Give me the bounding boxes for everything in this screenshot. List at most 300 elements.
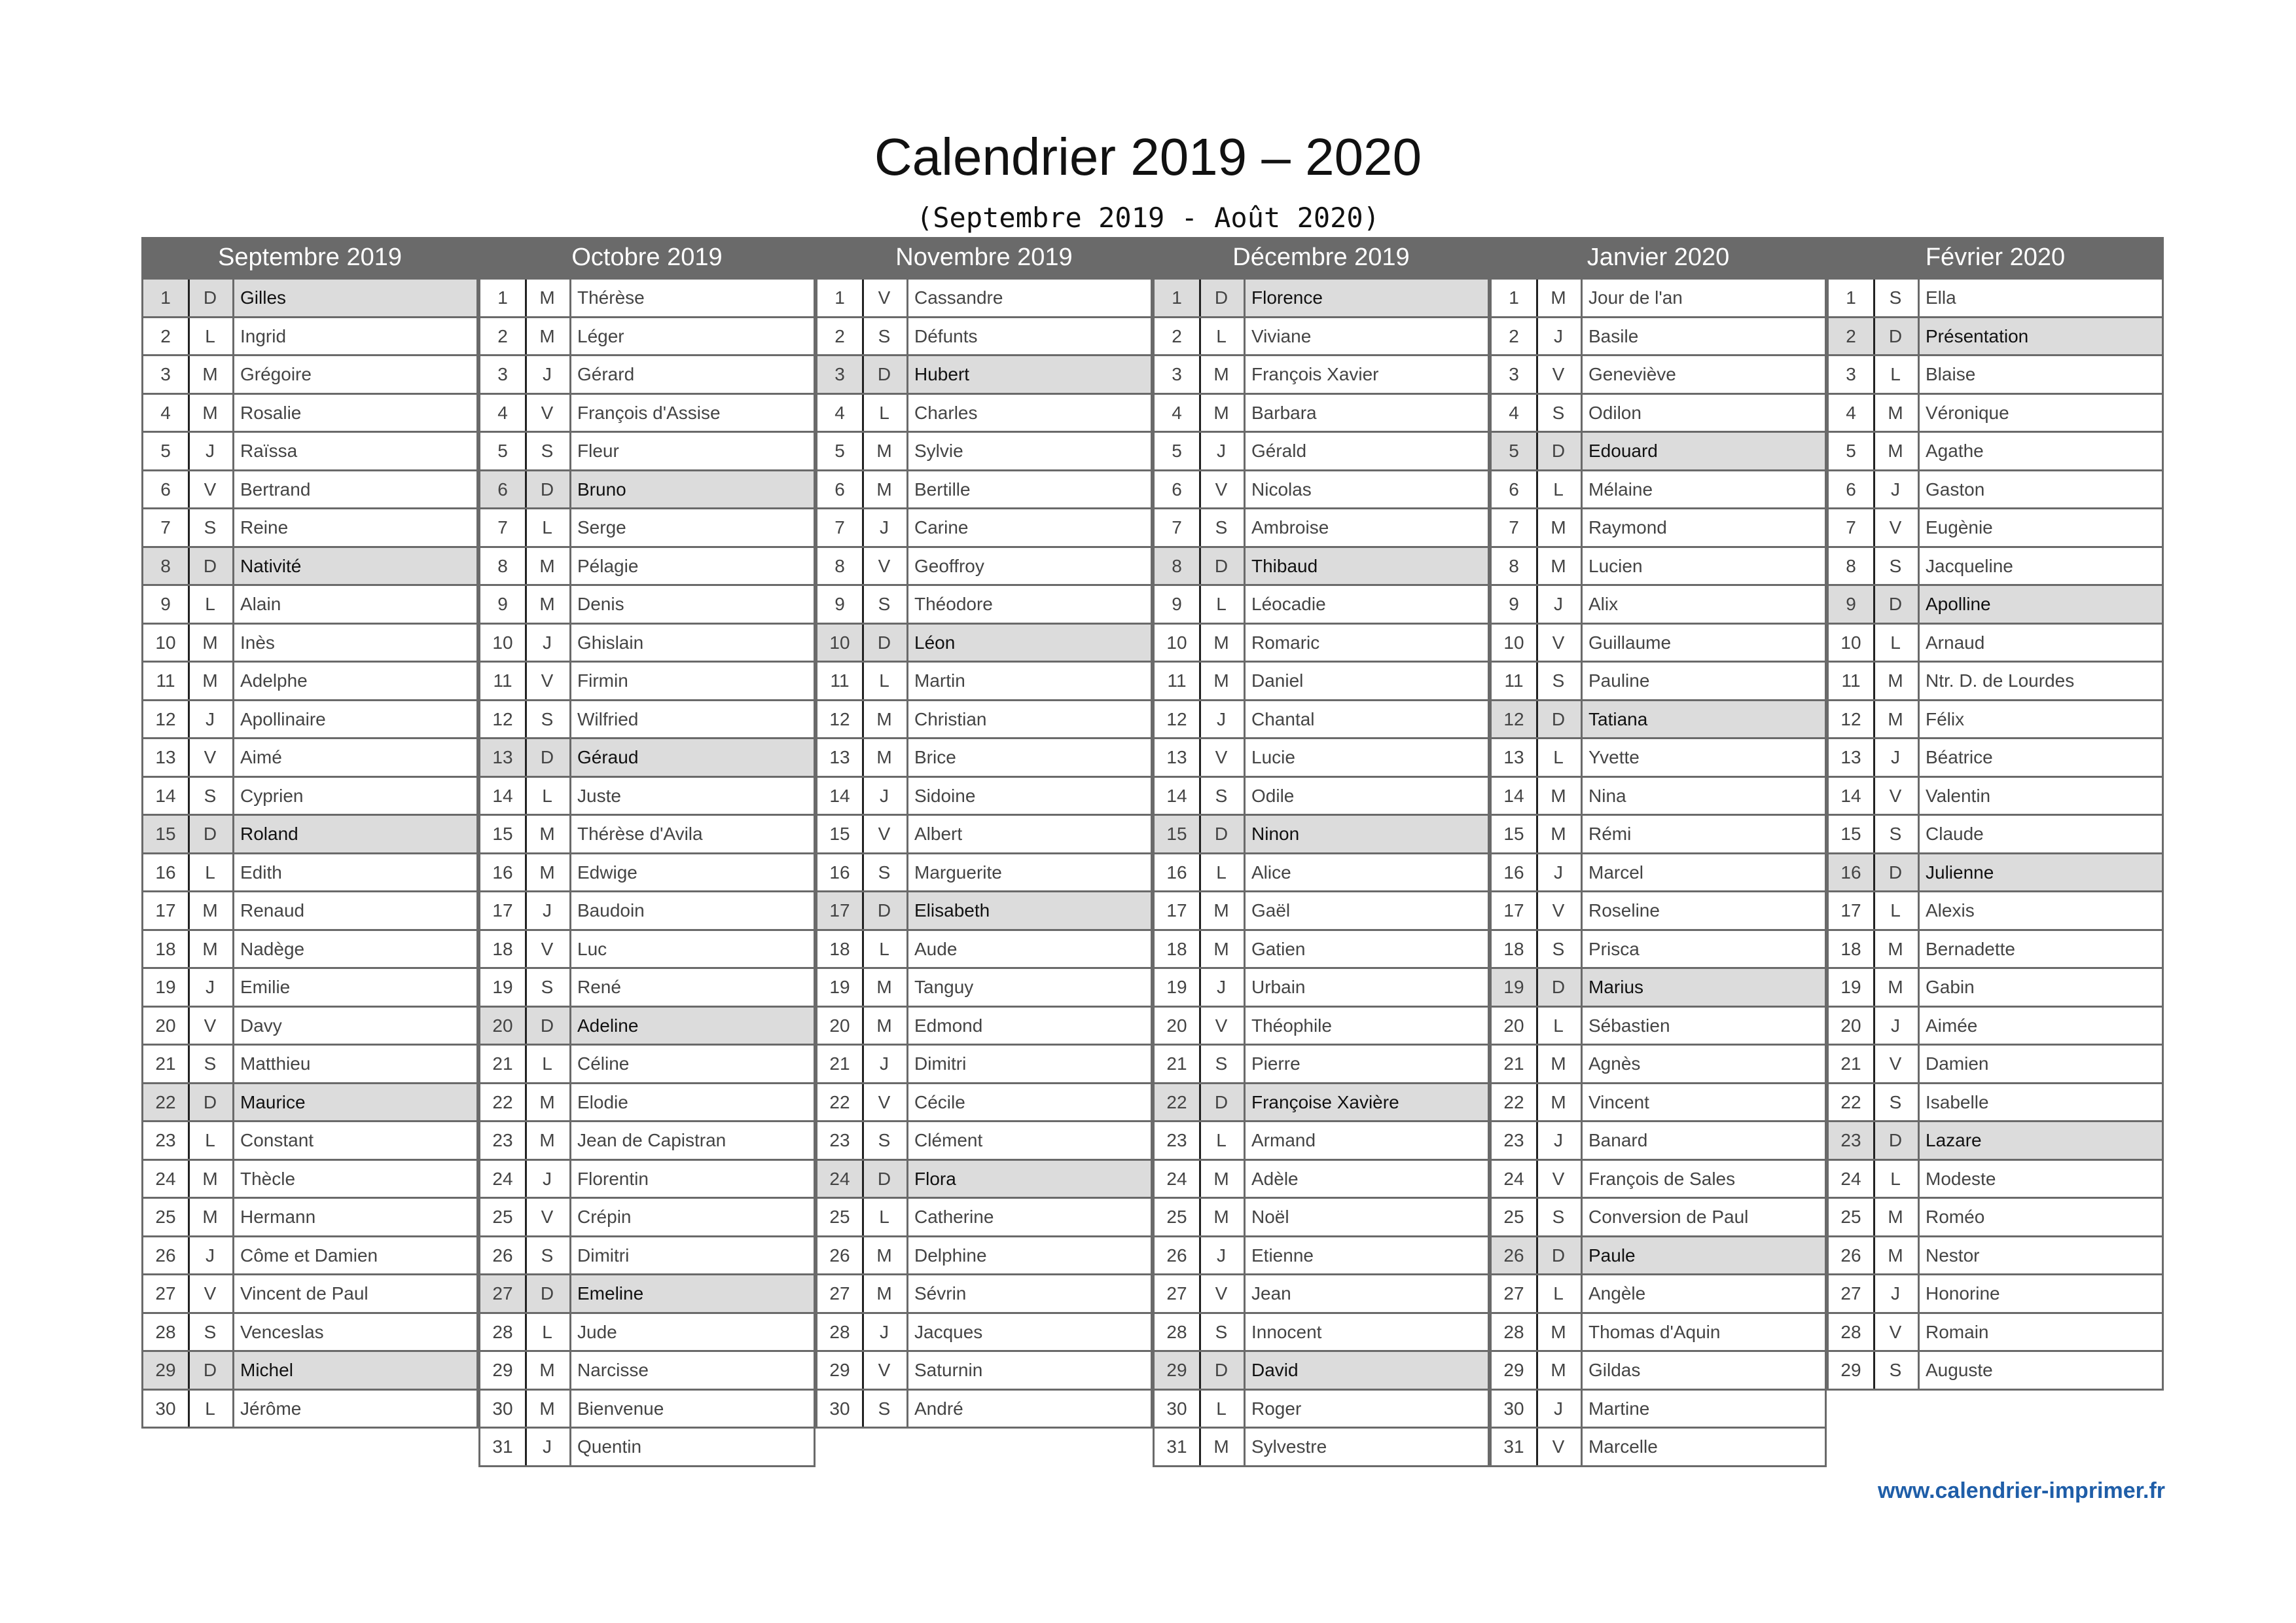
day-row	[1490, 623, 1827, 663]
weekday-letter: J	[525, 1429, 571, 1465]
weekday-letter: D	[1873, 854, 1920, 891]
weekday-letter: M	[1536, 778, 1583, 814]
saint-name: Marcelle	[1588, 1436, 1658, 1457]
day-number: 16	[143, 854, 190, 891]
day-number: 21	[1155, 1046, 1201, 1082]
weekday-letter: V	[525, 663, 571, 699]
day-number: 20	[817, 1008, 864, 1044]
day-number: 24	[1829, 1161, 1875, 1197]
day-row	[141, 967, 478, 1008]
weekday-letter: M	[862, 969, 908, 1006]
day-row	[141, 623, 478, 663]
weekday-letter: M	[1199, 1161, 1246, 1197]
day-row	[478, 1273, 816, 1314]
saint-name: Crépin	[577, 1207, 632, 1227]
day-row	[141, 1082, 478, 1123]
day-row	[478, 393, 816, 433]
saint-name: Alice	[1251, 862, 1291, 883]
weekday-letter: M	[862, 701, 908, 738]
weekday-letter: L	[1199, 1122, 1246, 1159]
saint-name: Hermann	[240, 1207, 316, 1227]
weekday-letter: D	[1536, 1237, 1583, 1274]
saint-name: Delphine	[914, 1245, 987, 1266]
day-row	[1827, 1044, 2164, 1084]
day-number: 18	[480, 931, 527, 968]
weekday-letter: J	[1199, 1237, 1246, 1274]
saint-name: Inès	[240, 632, 275, 653]
day-number: 20	[143, 1008, 190, 1044]
day-row	[1827, 1082, 2164, 1123]
day-number: 9	[1155, 586, 1201, 623]
saint-name: Bienvenue	[577, 1398, 664, 1419]
saint-name: Noël	[1251, 1207, 1289, 1227]
weekday-letter: J	[525, 892, 571, 929]
day-row	[816, 316, 1153, 357]
weekday-letter: V	[862, 816, 908, 852]
day-row	[1153, 1389, 1490, 1429]
saint-name: Dimitri	[577, 1245, 630, 1266]
day-number: 29	[143, 1352, 190, 1389]
weekday-letter: M	[188, 625, 234, 661]
weekday-letter: M	[1873, 395, 1920, 431]
saint-name: Martin	[914, 670, 965, 691]
day-number: 5	[480, 433, 527, 469]
saint-name: Florentin	[577, 1168, 649, 1189]
weekday-letter: M	[1873, 931, 1920, 968]
day-number: 30	[817, 1391, 864, 1427]
weekday-letter: J	[1199, 969, 1246, 1006]
day-row	[1153, 584, 1490, 625]
saint-name: Marcel	[1588, 862, 1644, 883]
day-row	[1827, 776, 2164, 816]
saint-name: Aimée	[1926, 1015, 1978, 1036]
day-number: 2	[1155, 318, 1201, 355]
weekday-letter: L	[188, 586, 234, 623]
day-row	[1153, 1197, 1490, 1237]
day-row	[141, 1350, 478, 1391]
weekday-letter: S	[1873, 1084, 1920, 1121]
saint-name: Adeline	[577, 1015, 639, 1036]
day-row	[1153, 1427, 1490, 1467]
day-row	[1153, 1120, 1490, 1161]
day-number: 7	[817, 509, 864, 546]
day-number: 7	[1492, 509, 1538, 546]
saint-name: Pélagie	[577, 555, 639, 576]
saint-name: Elodie	[577, 1091, 628, 1112]
day-row	[478, 1159, 816, 1199]
saint-name: Catherine	[914, 1207, 994, 1227]
weekday-letter: D	[1536, 969, 1583, 1006]
saint-name: Blaise	[1926, 364, 1976, 384]
day-number: 29	[817, 1352, 864, 1389]
saint-name: Firmin	[577, 670, 628, 691]
day-row	[478, 1235, 816, 1276]
day-row	[1827, 1159, 2164, 1199]
day-row	[141, 1235, 478, 1276]
saint-name: Lucien	[1588, 555, 1643, 576]
weekday-letter: M	[525, 854, 571, 891]
day-row	[816, 852, 1153, 893]
day-number: 25	[1829, 1199, 1875, 1235]
saint-name: Roland	[240, 824, 298, 844]
day-row	[1490, 546, 1827, 587]
weekday-letter: D	[862, 892, 908, 929]
saint-name: Hubert	[914, 364, 970, 384]
saint-name: Aimé	[240, 747, 282, 767]
day-number: 10	[1829, 625, 1875, 661]
day-number: 28	[143, 1314, 190, 1351]
day-number: 18	[1155, 931, 1201, 968]
day-number: 1	[143, 280, 190, 316]
day-number: 28	[480, 1314, 527, 1351]
weekday-letter: M	[525, 816, 571, 852]
day-number: 15	[480, 816, 527, 852]
day-row	[478, 431, 816, 471]
weekday-letter: D	[1873, 1122, 1920, 1159]
day-row	[478, 1120, 816, 1161]
saint-name: Cyprien	[240, 785, 304, 806]
day-number: 20	[1492, 1008, 1538, 1044]
weekday-letter: V	[1536, 625, 1583, 661]
weekday-letter: L	[1199, 318, 1246, 355]
day-number: 3	[1492, 356, 1538, 393]
saint-name: Alain	[240, 594, 281, 614]
month-column	[1490, 237, 1827, 1457]
day-row	[1827, 1197, 2164, 1237]
day-row	[1827, 814, 2164, 854]
day-number: 15	[143, 816, 190, 852]
saint-name: Romaric	[1251, 632, 1320, 653]
saint-name: Edmond	[914, 1015, 983, 1036]
day-row	[1490, 661, 1827, 701]
day-row	[1827, 507, 2164, 548]
day-number: 1	[817, 280, 864, 316]
day-row	[478, 507, 816, 548]
day-row	[478, 316, 816, 357]
day-row	[478, 546, 816, 587]
day-number: 2	[817, 318, 864, 355]
day-row	[1827, 1006, 2164, 1046]
weekday-letter: L	[188, 854, 234, 891]
day-row	[1490, 852, 1827, 893]
day-number: 21	[1492, 1046, 1538, 1082]
day-number: 8	[817, 548, 864, 585]
day-number: 23	[1829, 1122, 1875, 1159]
weekday-letter: M	[1536, 1084, 1583, 1121]
day-row	[816, 507, 1153, 548]
day-number: 10	[817, 625, 864, 661]
weekday-letter: L	[862, 395, 908, 431]
day-row	[816, 1312, 1153, 1353]
day-row	[816, 354, 1153, 395]
weekday-letter: D	[1536, 433, 1583, 469]
day-number: 30	[1492, 1391, 1538, 1427]
day-number: 5	[1492, 433, 1538, 469]
saint-name: Sylvie	[914, 441, 963, 461]
weekday-letter: V	[525, 1199, 571, 1235]
saint-name: René	[577, 977, 621, 997]
weekday-letter: M	[1536, 1352, 1583, 1389]
saint-name: Armand	[1251, 1130, 1316, 1150]
day-row	[816, 623, 1153, 663]
day-row	[141, 776, 478, 816]
weekday-letter: L	[1536, 471, 1583, 508]
day-number: 26	[480, 1237, 527, 1274]
weekday-letter: D	[1873, 318, 1920, 355]
weekday-letter: L	[188, 1391, 234, 1427]
day-number: 6	[480, 471, 527, 508]
day-row	[478, 354, 816, 395]
saint-name: Thomas d'Aquin	[1588, 1321, 1721, 1342]
day-number: 27	[1829, 1275, 1875, 1312]
saint-name: Carine	[914, 517, 969, 538]
month-column	[141, 237, 478, 1419]
saint-name: Florence	[1251, 287, 1323, 308]
day-row	[1827, 1273, 2164, 1314]
day-number: 4	[1155, 395, 1201, 431]
weekday-letter: M	[1873, 1237, 1920, 1274]
day-number: 7	[1829, 509, 1875, 546]
day-number: 10	[1155, 625, 1201, 661]
day-row	[478, 1044, 816, 1084]
day-number: 12	[1155, 701, 1201, 738]
day-row	[1827, 967, 2164, 1008]
day-row	[141, 1312, 478, 1353]
saint-name: Alexis	[1926, 900, 1975, 921]
day-number: 11	[1829, 663, 1875, 699]
weekday-letter: D	[862, 1161, 908, 1197]
saint-name: Daniel	[1251, 670, 1304, 691]
day-number: 14	[1492, 778, 1538, 814]
weekday-letter: J	[1873, 1008, 1920, 1044]
weekday-letter: S	[188, 778, 234, 814]
day-row	[1827, 278, 2164, 318]
weekday-letter: S	[1873, 1352, 1920, 1389]
weekday-letter: L	[1873, 1161, 1920, 1197]
weekday-letter: V	[188, 1008, 234, 1044]
weekday-letter: J	[862, 778, 908, 814]
weekday-letter: M	[1536, 816, 1583, 852]
day-number: 11	[143, 663, 190, 699]
weekday-letter: S	[862, 854, 908, 891]
weekday-letter: M	[862, 1275, 908, 1312]
saint-name: Basile	[1588, 325, 1639, 346]
day-number: 5	[143, 433, 190, 469]
saint-name: Roméo	[1926, 1207, 1985, 1227]
day-row	[1827, 929, 2164, 970]
day-row	[1153, 1350, 1490, 1391]
saint-name: Gabin	[1926, 977, 1975, 997]
day-number: 26	[1492, 1237, 1538, 1274]
saint-name: Claude	[1926, 824, 1984, 844]
saint-name: Emeline	[577, 1283, 644, 1304]
day-number: 11	[1155, 663, 1201, 699]
saint-name: Etienne	[1251, 1245, 1314, 1266]
weekday-letter: S	[1199, 1046, 1246, 1082]
weekday-letter: M	[862, 433, 908, 469]
day-number: 15	[1155, 816, 1201, 852]
saint-name: Elisabeth	[914, 900, 990, 921]
weekday-letter: M	[525, 586, 571, 623]
weekday-letter: V	[188, 739, 234, 776]
day-row	[816, 278, 1153, 318]
weekday-letter: M	[1199, 395, 1246, 431]
day-row	[141, 354, 478, 395]
day-row	[1153, 699, 1490, 740]
day-number: 13	[1492, 739, 1538, 776]
saint-name: Gérard	[577, 364, 635, 384]
day-row	[1153, 507, 1490, 548]
weekday-letter: M	[1199, 1429, 1246, 1465]
saint-name: Michel	[240, 1360, 293, 1380]
saint-name: Vincent de Paul	[240, 1283, 368, 1304]
day-row	[478, 890, 816, 931]
saint-name: Thibaud	[1251, 555, 1318, 576]
saint-name: Conversion de Paul	[1588, 1207, 1749, 1227]
day-number: 24	[1155, 1161, 1201, 1197]
day-number: 16	[817, 854, 864, 891]
saint-name: Tatiana	[1588, 708, 1648, 729]
saint-name: Auguste	[1926, 1360, 1993, 1380]
page-subtitle: (Septembre 2019 - Août 2020)	[916, 202, 1380, 234]
saint-name: Baudoin	[577, 900, 645, 921]
weekday-letter: V	[1199, 1008, 1246, 1044]
day-row	[478, 1389, 816, 1429]
weekday-letter: S	[862, 1122, 908, 1159]
day-row	[1827, 431, 2164, 471]
saint-name: Apollinaire	[240, 708, 326, 729]
day-number: 11	[817, 663, 864, 699]
weekday-letter: V	[1536, 356, 1583, 393]
day-row	[816, 929, 1153, 970]
weekday-letter: J	[1536, 318, 1583, 355]
day-row	[1490, 1427, 1827, 1467]
day-row	[1490, 929, 1827, 970]
saint-name: Aude	[914, 938, 958, 959]
weekday-letter: M	[862, 1008, 908, 1044]
weekday-letter: L	[1536, 1275, 1583, 1312]
day-row	[1153, 967, 1490, 1008]
day-row	[816, 776, 1153, 816]
month-header: Octobre 2019	[478, 237, 816, 278]
weekday-letter: M	[1199, 663, 1246, 699]
saint-name: Adèle	[1251, 1168, 1299, 1189]
day-row	[1827, 393, 2164, 433]
weekday-letter: D	[525, 471, 571, 508]
saint-name: Renaud	[240, 900, 305, 921]
day-number: 16	[480, 854, 527, 891]
weekday-letter: D	[188, 548, 234, 585]
day-row	[1827, 661, 2164, 701]
weekday-letter: D	[188, 280, 234, 316]
weekday-letter: S	[525, 433, 571, 469]
saint-name: Alix	[1588, 594, 1619, 614]
day-row	[1153, 890, 1490, 931]
day-number: 7	[143, 509, 190, 546]
saint-name: Théodore	[914, 594, 993, 614]
day-number: 27	[1155, 1275, 1201, 1312]
weekday-letter: M	[525, 548, 571, 585]
day-row	[1490, 776, 1827, 816]
day-number: 30	[143, 1391, 190, 1427]
day-number: 5	[817, 433, 864, 469]
day-row	[1490, 1044, 1827, 1084]
weekday-letter: V	[1199, 1275, 1246, 1312]
page-title: Calendrier 2019 – 2020	[874, 128, 1422, 186]
website-link[interactable]: www.calendrier-imprimer.fr	[1878, 1478, 2165, 1503]
day-row	[1153, 1082, 1490, 1123]
saint-name: Edouard	[1588, 441, 1658, 461]
weekday-letter: V	[1536, 892, 1583, 929]
day-row	[141, 507, 478, 548]
saint-name: Denis	[577, 594, 624, 614]
day-number: 17	[1492, 892, 1538, 929]
saint-name: François Xavier	[1251, 364, 1379, 384]
day-row	[1153, 1159, 1490, 1199]
weekday-letter: J	[525, 356, 571, 393]
saint-name: Ella	[1926, 287, 1956, 308]
day-number: 12	[817, 701, 864, 738]
day-row	[1490, 699, 1827, 740]
day-number: 23	[1155, 1122, 1201, 1159]
saint-name: Marguerite	[914, 862, 1002, 883]
day-number: 23	[143, 1122, 190, 1159]
weekday-letter: S	[525, 1237, 571, 1274]
weekday-letter: D	[525, 739, 571, 776]
saint-name: Sylvestre	[1251, 1436, 1327, 1457]
day-row	[816, 431, 1153, 471]
weekday-letter: D	[525, 1008, 571, 1044]
weekday-letter: J	[188, 969, 234, 1006]
month-column	[816, 237, 1153, 1419]
saint-name: Gilles	[240, 287, 287, 308]
day-number: 22	[1155, 1084, 1201, 1121]
day-row	[816, 699, 1153, 740]
day-number: 24	[817, 1161, 864, 1197]
saint-name: Edwige	[577, 862, 637, 883]
day-number: 27	[1492, 1275, 1538, 1312]
weekday-letter: L	[1199, 586, 1246, 623]
day-number: 15	[1829, 816, 1875, 852]
saint-name: Géraud	[577, 747, 639, 767]
day-row	[1490, 1120, 1827, 1161]
weekday-letter: J	[188, 1237, 234, 1274]
saint-name: Ntr. D. de Lourdes	[1926, 670, 2075, 691]
saint-name: Présentation	[1926, 325, 2029, 346]
weekday-letter: S	[1873, 548, 1920, 585]
saint-name: Martine	[1588, 1398, 1650, 1419]
weekday-letter: J	[188, 433, 234, 469]
weekday-letter: D	[188, 816, 234, 852]
saint-name: Céline	[577, 1053, 630, 1074]
saint-name: Serge	[577, 517, 626, 538]
weekday-letter: D	[862, 356, 908, 393]
saint-name: Raïssa	[240, 441, 298, 461]
day-number: 24	[1492, 1161, 1538, 1197]
saint-name: Clément	[914, 1130, 983, 1150]
day-row	[1490, 1389, 1827, 1429]
day-row	[1153, 929, 1490, 970]
saint-name: Apolline	[1926, 594, 1991, 614]
day-number: 19	[143, 969, 190, 1006]
saint-name: Brice	[914, 747, 956, 767]
day-number: 19	[480, 969, 527, 1006]
day-row	[1153, 776, 1490, 816]
day-row	[1827, 1235, 2164, 1276]
day-number: 3	[817, 356, 864, 393]
day-row	[816, 967, 1153, 1008]
saint-name: Thérèse d'Avila	[577, 824, 703, 844]
